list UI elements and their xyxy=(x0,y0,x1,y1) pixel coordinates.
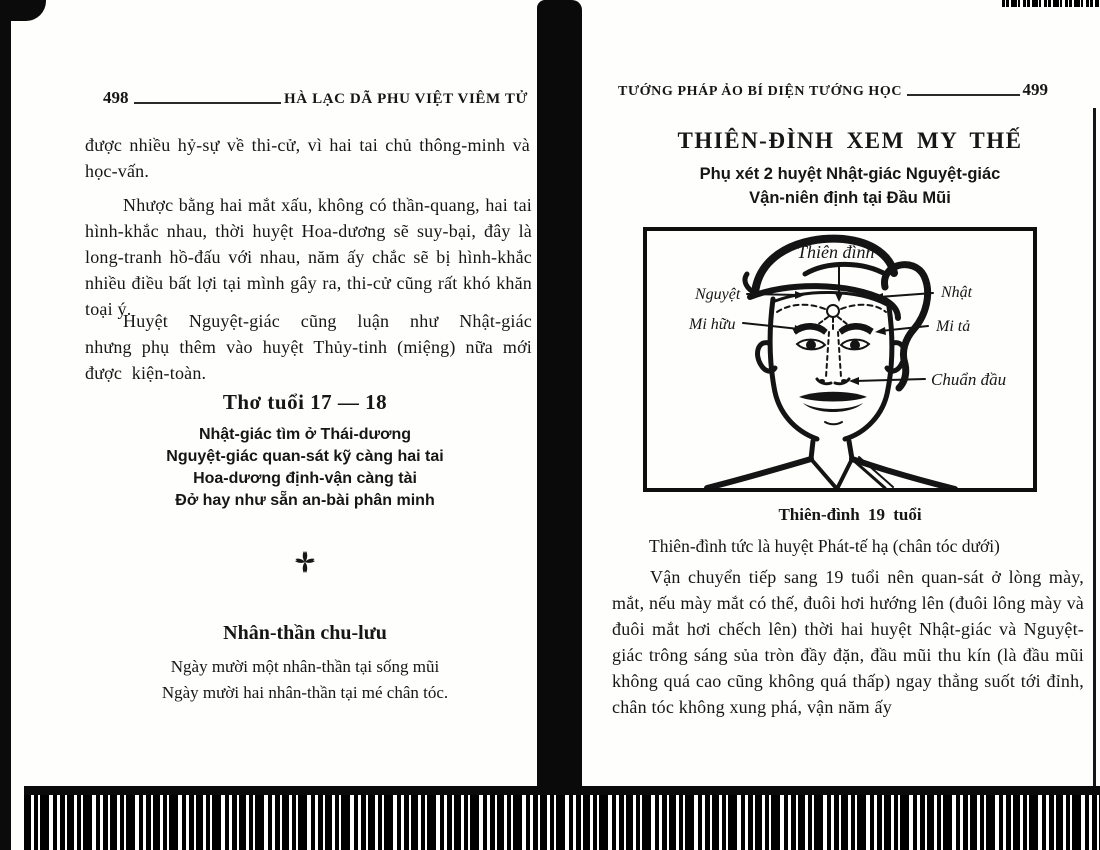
figure-label-left-temple: Nguyệt xyxy=(695,286,741,303)
section-lines xyxy=(85,654,525,706)
scan-corner-top-left xyxy=(0,0,46,21)
left-page-number: 498 xyxy=(103,88,129,107)
poem-line: Nguyệt-giác quan-sát kỹ càng hai tai xyxy=(166,448,444,465)
poem xyxy=(85,424,525,512)
section-line: Ngày mười hai nhân-thần tại mé chân tóc. xyxy=(161,683,449,702)
face-diagram-figure xyxy=(643,227,1037,492)
left-page-header xyxy=(103,88,528,108)
right-page-header xyxy=(618,80,1048,100)
figure-label-right-brow: Mi tả xyxy=(936,318,971,335)
right-paragraph: Vận chuyển tiếp sang 19 tuổi nên quan-sát ở lòng mày, mắt, nếu mày mắt có thế, đuôi hơi hướng lên (đuôi lông mày và đuôi mắt hơi chếch lên) thời hai huyệt Nhật-giác và Nguyệt-giác trông sáng sủa tròn đầy đặn, đầu mũi thu kín (là đầu mũi không quá cao cũng không quá thấp) ngay thẳng suốt tới đỉnh, chân tóc không xung phá, vận năm ấy xyxy=(612,567,1084,717)
section-line: Ngày mười một nhân-thần tại sống mũi xyxy=(170,657,440,676)
left-running-title: HÀ LẠC DÃ PHU VIỆT VIÊM TỬ xyxy=(284,91,528,107)
scan-page-edges-top xyxy=(1002,0,1099,7)
section-divider xyxy=(85,550,525,579)
figure-label-crown: Thiên đình xyxy=(797,242,875,262)
subtitle-line: Vận-niên định tại Đầu Mũi xyxy=(749,189,951,207)
poem-line: Nhật-giác tìm ở Thái-dương xyxy=(198,426,412,443)
figure-label-left-brow: Mi hữu xyxy=(689,316,736,333)
face-diagram-drawing xyxy=(647,231,1033,488)
figure-label-nose-tip: Chuẩn đầu xyxy=(931,370,1007,389)
book-gutter-shadow xyxy=(537,0,582,850)
poem-line: Đở hay như sẵn an-bài phân minh xyxy=(175,492,435,509)
scan-page-edges-bottom xyxy=(24,786,1100,850)
right-intro-line: Thiên-đình tức là huyệt Phát-tế hạ (chân tóc dưới) xyxy=(649,536,1000,556)
right-running-title: TƯỚNG PHÁP ẢO BÍ DIỆN TƯỚNG HỌC xyxy=(618,84,903,99)
figure-label-right-temple: Nhật xyxy=(941,284,973,301)
left-paragraph-2: Nhược bằng hai mắt xấu, không có thần-quang, hai tai hình-khắc nhau, thời huyệt Hoa-dương sẽ suy-bại, đây là long-tranh hồ-đấu với nhau, năm ấy chắc sẽ bị hình-khắc nhiều điều bất lợi tại mình gây ra, thi-cử cũng rất khó khăn toại ý. xyxy=(85,195,532,319)
chapter-subtitle xyxy=(615,162,1085,210)
subtitle-line: Phụ xét 2 huyệt Nhật-giác Nguyệt-giác xyxy=(699,165,1001,183)
chapter-title: THIÊN-ĐÌNH XEM MY THẾ xyxy=(677,128,1023,153)
scan-edge-right xyxy=(1093,108,1096,850)
right-page-number: 499 xyxy=(1022,80,1048,99)
floral-asterisk-icon xyxy=(294,550,316,574)
section-title: Nhân-thần chu-lưu xyxy=(223,622,387,644)
left-paragraph-3: Huyệt Nguyệt-giác cũng luận như Nhật-giác nhưng phụ thêm vào huyệt Thủy-tinh (miệng) nữa mới được kiện-toàn. xyxy=(85,311,532,383)
figure-caption: Thiên-đình 19 tuổi xyxy=(778,505,922,524)
poem-title: Thơ tuổi 17 — 18 xyxy=(222,390,388,414)
header-rule xyxy=(134,101,282,104)
poem-line: Hoa-dương định-vận càng tài xyxy=(193,470,417,487)
left-paragraph-1: được nhiều hỷ-sự về thi-cử, vì hai tai chủ thông-minh và học-vấn. xyxy=(85,135,530,181)
header-rule xyxy=(907,93,1019,96)
scan-edge-left xyxy=(0,0,11,850)
